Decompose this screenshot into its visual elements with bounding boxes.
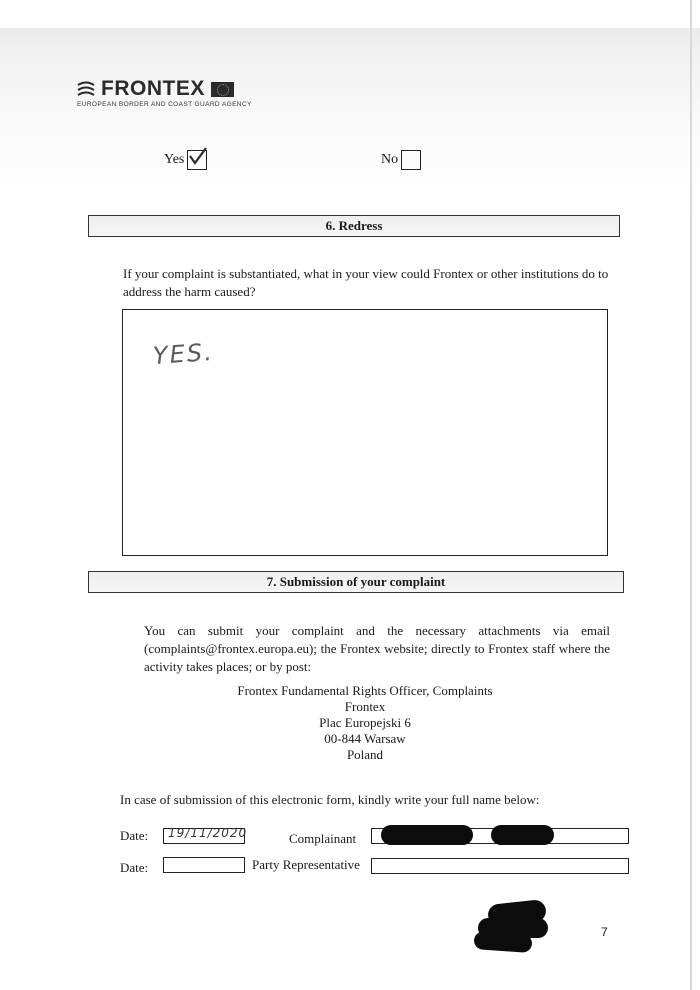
address-line: Poland [346,747,384,762]
signature-redaction [473,931,532,953]
redaction-block [491,825,554,845]
yes-checkbox[interactable] [187,150,207,170]
option-no[interactable] [381,150,421,170]
option-yes-label: Yes [164,152,185,167]
scan-top-margin [0,0,700,28]
date-field[interactable] [163,826,248,844]
section-redress-header: 6. Redress [88,215,620,237]
address-line: 00-844 Warsaw [324,731,406,746]
complainant-label: Complainant [289,831,357,846]
date-handwriting: 19/11/2020 [168,826,248,840]
redress-answer-handwriting: YES. [152,337,215,371]
redaction-block [381,825,473,845]
redress-answer-field[interactable] [122,309,608,556]
scan-right-edge [690,0,692,990]
representative-date-field[interactable] [163,857,245,873]
logo-wordmark: FRONTEX [101,77,205,100]
section-submission-header: 7. Submission of your complaint [88,571,624,593]
redress-question: If your complaint is substantiated, what in your view could Frontex or other institutions do to address the harm caused? [123,266,609,299]
party-representative-label: Party Representative [252,857,360,872]
eu-flag-icon [211,82,234,97]
postal-address [200,683,530,763]
no-checkbox[interactable] [401,150,421,170]
submission-instructions: You can submit your complaint and the necessary attachments via email (complaints@frontex.europa.eu); the Frontex website; directly to Frontex staff where the activity takes places; or by post: [144,623,610,674]
date-label: Date: [120,860,149,875]
checkmark-icon [187,146,209,168]
address-line: Plac Europejski 6 [319,715,411,730]
option-no-label: No [381,152,399,167]
date-label: Date: [120,828,149,843]
address-line: Frontex Fundamental Rights Officer, Complaints [237,683,493,698]
page-number: 7 [601,925,608,939]
party-representative-field[interactable] [371,858,629,874]
option-yes[interactable] [164,150,207,170]
logo-subtitle: EUROPEAN BORDER AND COAST GUARD AGENCY [77,101,252,108]
frontex-waves-icon [77,81,95,97]
full-name-instruction: In case of submission of this electronic form, kindly write your full name below: [120,792,540,807]
address-line: Frontex [344,699,386,714]
frontex-logo [77,79,252,108]
